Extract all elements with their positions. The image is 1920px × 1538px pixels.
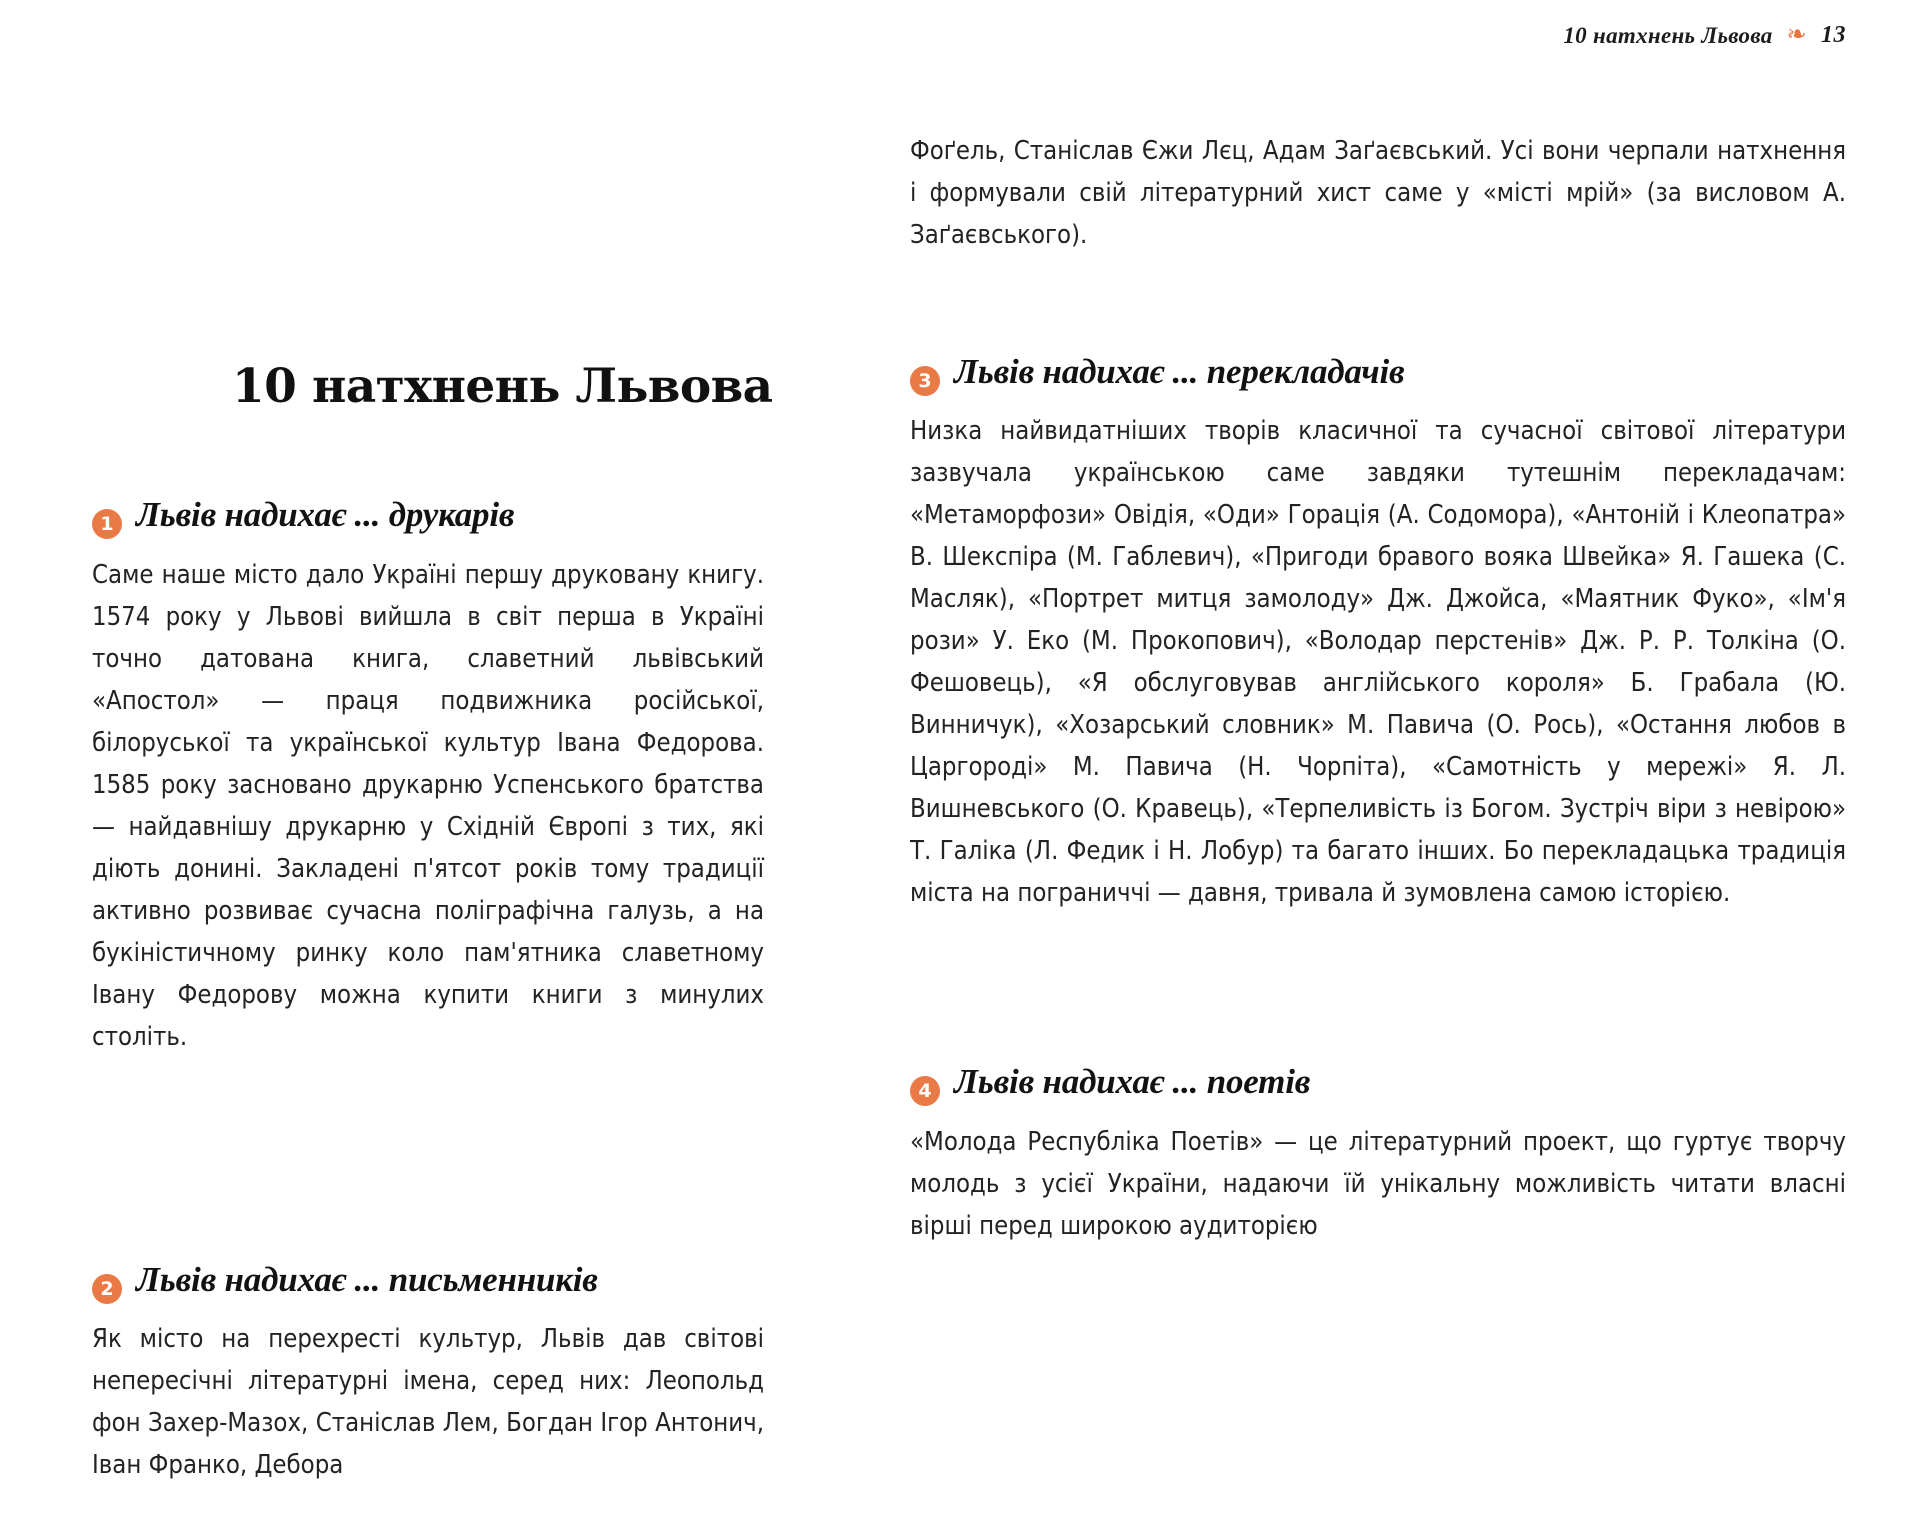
section-2-title: Львів надихає ... письменників — [136, 1259, 598, 1299]
section-3-title: Львів надихає ... перекладачів — [954, 352, 1405, 391]
number-badge-3-icon: 3 — [910, 366, 940, 396]
number-badge-4-icon: 4 — [910, 1076, 940, 1106]
section-4 — [910, 1062, 1846, 1246]
section-1 — [92, 495, 764, 1057]
section-1-paragraph: Саме наше місто дало Україні першу друковану книгу. 1574 року у Львові вийшла в світ перша в Україні точно датована книга, славетний львівський «Апостол» — праця подвижника російської, білоруської та української культур Івана Федорова. 1585 року засновано друкарню Успенського братства — найдавнішу друкарню у Східній Європі з тих, які діють донині. Закладені п'ятсот років тому традиції активно розвиває сучасна поліграфічна галузь, а на букіністичному ринку коло пам'ятника славетному Івану Федорову можна купити книги з минулих століть. — [92, 559, 764, 1052]
section-4-title: Львів надихає ... поетів — [954, 1062, 1311, 1102]
section-1-heading — [92, 495, 764, 535]
right-column — [910, 130, 1846, 1538]
section-4-heading — [910, 1062, 1846, 1102]
running-header-title: 10 натхнень Львова — [1563, 22, 1773, 48]
number-badge-1-icon: 1 — [92, 509, 122, 539]
section-3-paragraph: Низка найвидатніших творів класичної та сучасної світової літератури зазвучала українською саме завдяки тутешнім перекладачам: «Метаморфози» Овідія, «Оди» Горація (А. Содомора), «Антоній і Клеопатра» В. Шекспіра (М. Габлевич), «Пригоди бравого вояка Швейка» Я. Гашека (С. Масляк), «Портрет митця замолоду» Дж. Джойса, «Маятник Фуко», «Ім'я рози» У. Еко (М. Прокопович), «Володар перстенів» Дж. Р. Р. Толкіна (О. Фешовець), «Я обслуговував англійського короля» Б. Грабала (Ю. Винничук), «Хозарський словник» М. Павича (О. Рось), «Остання любов в Царгороді» М. Павича (Н. Чорпіта), «Самотність у мережі» Я. Л. Вишневського (О. Кравець), «Терпеливість із Богом. Зустріч віри з невірою» Т. Галіка (Л. Федик і Н. Лобур) та багато інших. Бо перекладацька традиція міста на пограниччі — давня, тривала й зумовлена самою історією. — [910, 416, 1846, 909]
leaf-ornament-icon: ❧ — [1786, 21, 1807, 48]
intro-paragraph: Фоґель, Станіслав Єжи Лєц, Адам Заґаєвський. Усі вони черпали натхнення і формували свій літературний хист саме у «місті мрій» (за висловом А. Заґаєвського). — [910, 136, 1846, 250]
page-title: 10 натхнень Львова — [232, 359, 773, 414]
section-2-heading — [92, 1260, 764, 1300]
section-4-paragraph-clip — [910, 1121, 1846, 1247]
section-2-paragraph-clip — [92, 1318, 764, 1486]
section-2 — [92, 1260, 764, 1486]
page-number: 13 — [1821, 22, 1846, 48]
section-1-title: Львів надихає ... друкарів — [136, 495, 515, 535]
intro-spacer — [910, 256, 1846, 352]
section-3 — [910, 352, 1846, 914]
section-2-paragraph: Як місто на перехресті культур, Львів дав світові непересічні літературні імена, серед них: Леопольд фон Захер-Мазох, Станіслав Лем, Богдан Ігор Антонич, Іван Франко, Дебора — [92, 1323, 764, 1480]
section-3-heading — [910, 352, 1846, 392]
left-column — [92, 130, 773, 1538]
number-badge-2-icon: 2 — [92, 1274, 122, 1304]
section-spacer-left — [92, 1110, 764, 1260]
section-spacer-right — [910, 966, 1846, 1062]
section-4-paragraph: «Молода Республіка Поетів» — це літературний проект, що гуртує творчу молодь з усієї України, надаючи їй унікальну можливість читати власні вірші перед широкою аудиторією — [910, 1126, 1846, 1241]
